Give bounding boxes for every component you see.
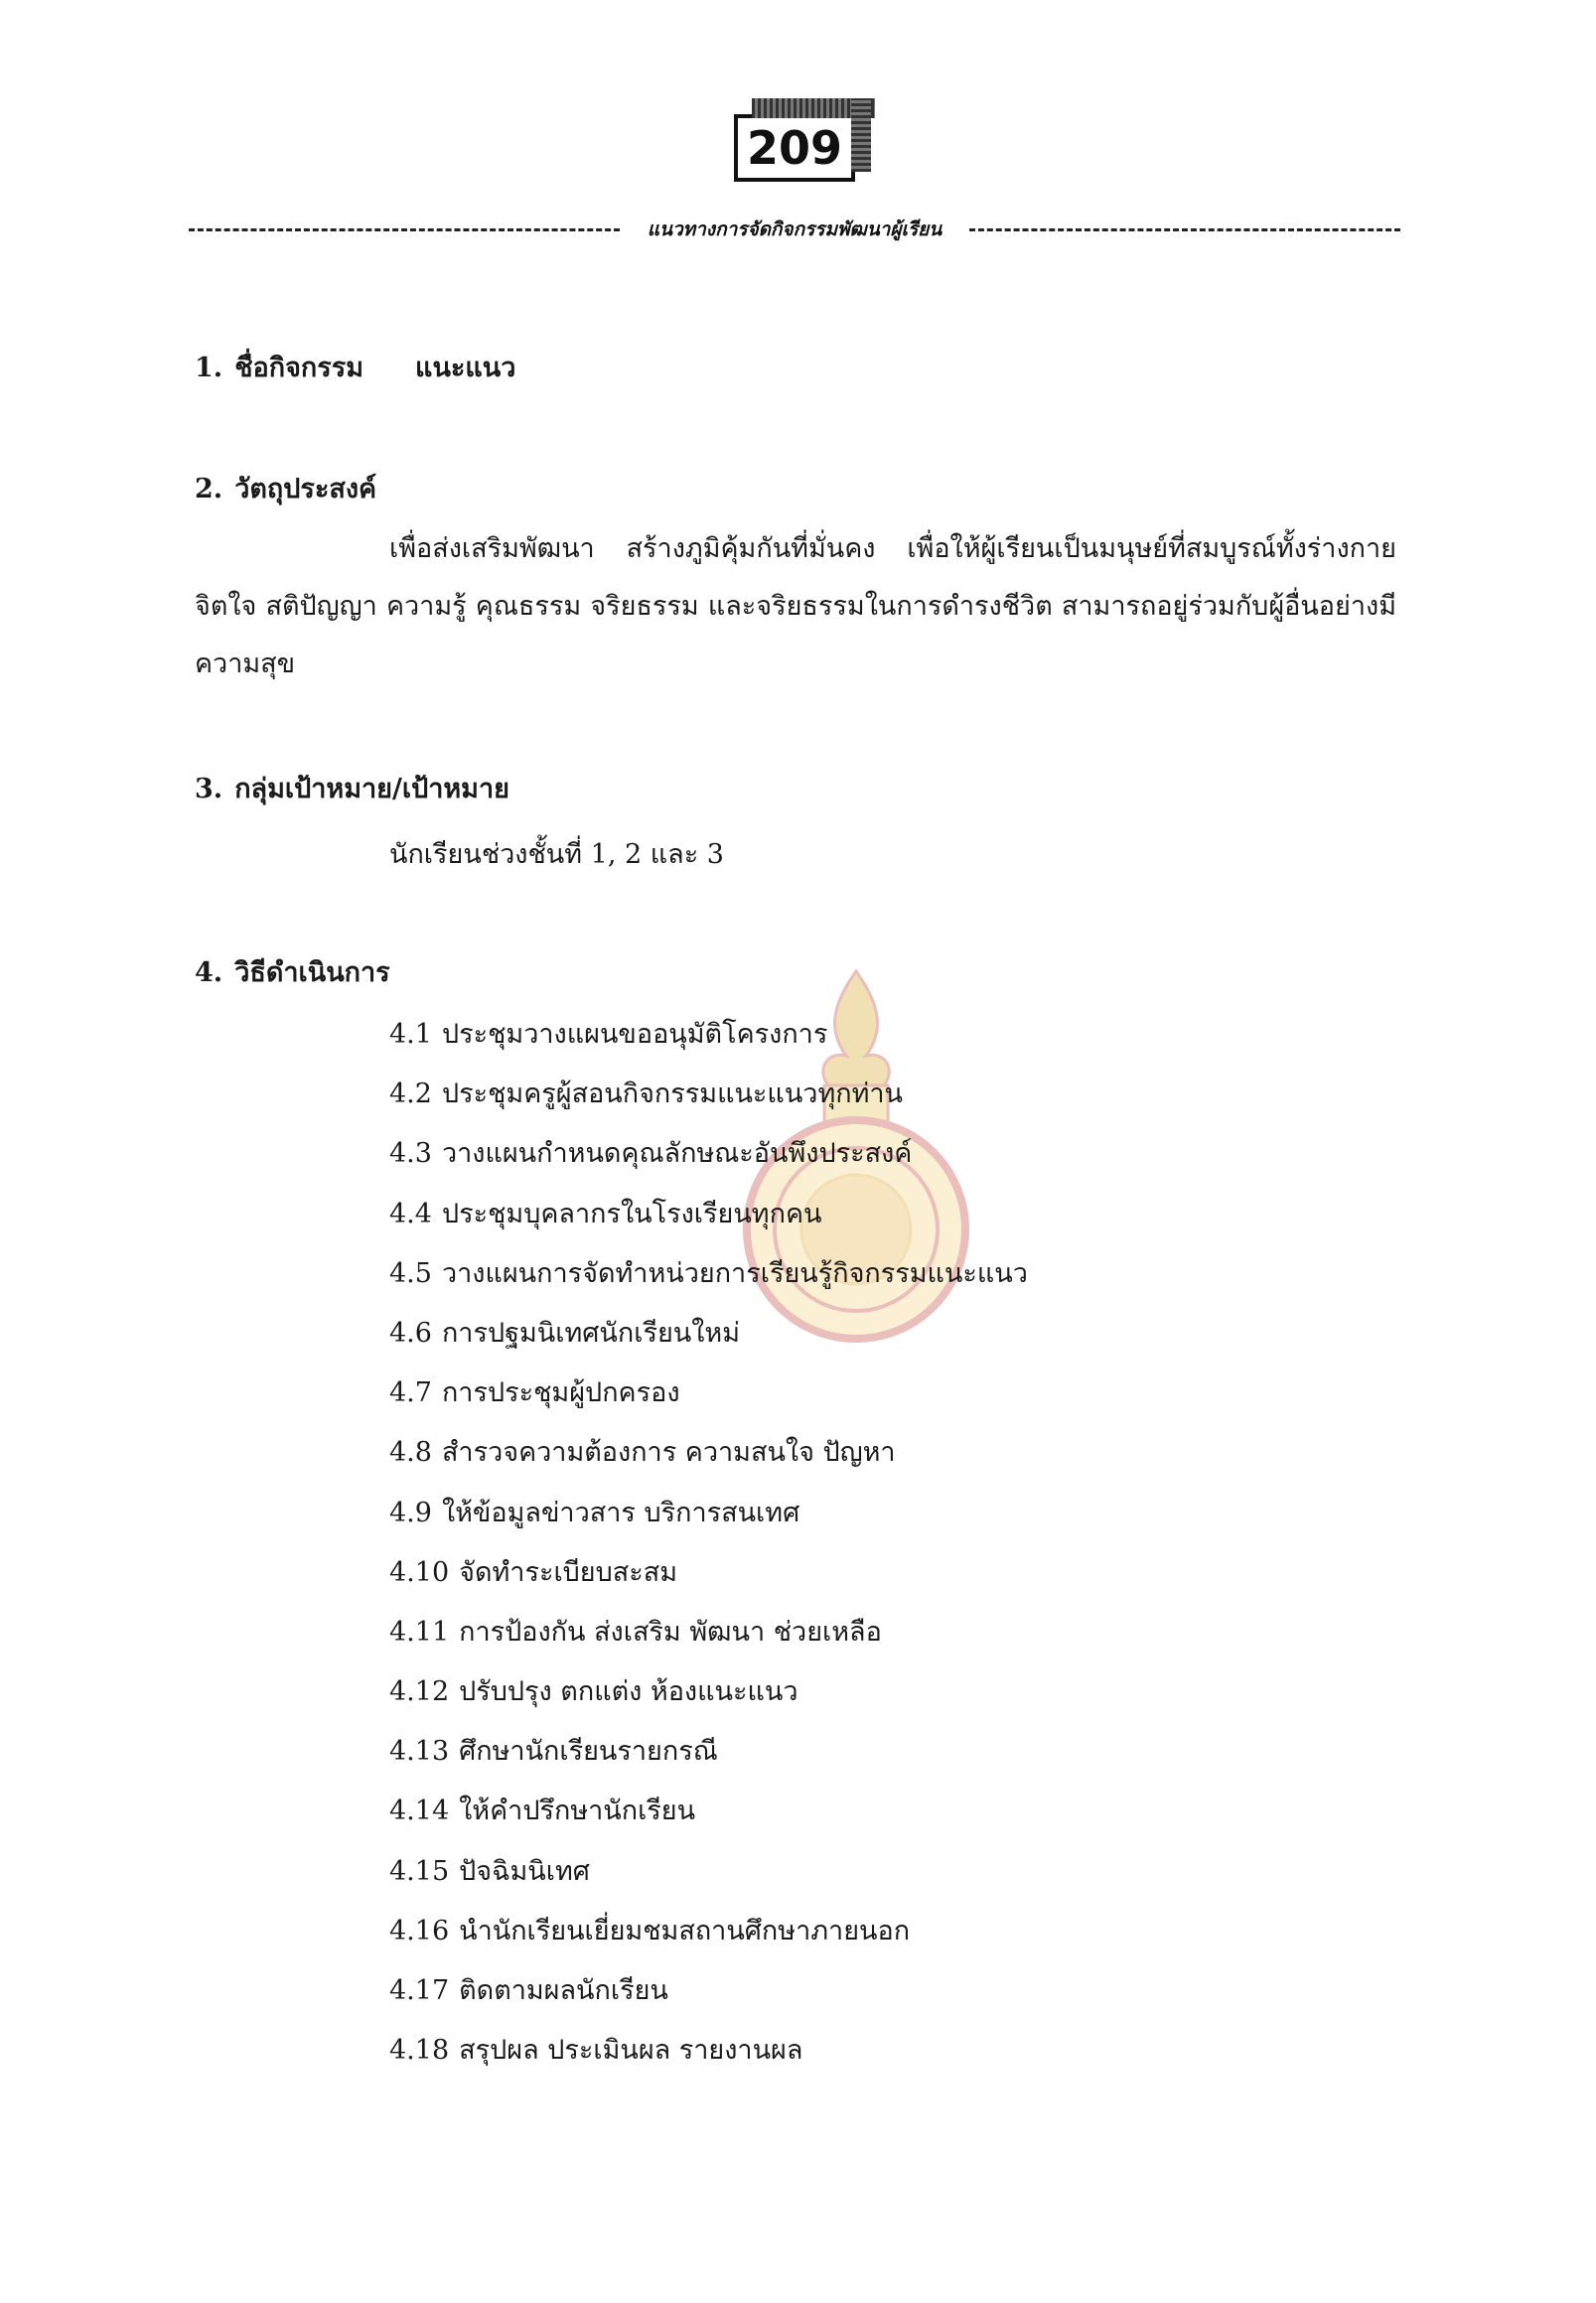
step-item: 4.3 วางแผนกำหนดคุณลักษณะอันพึงประสงค์ (389, 1138, 913, 1170)
step-item: 4.15 ปัจฉิมนิเทศ (389, 1855, 590, 1887)
section2-paragraph: เพื่อส่งเสริมพัฒนา สร้างภูมิคุ้มกันที่มั่นคง เพื่อให้ผู้เรียนเป็นมนุษย์ที่สมบูรณ์ทั้งร่างกาย จิตใจ สติปัญญา ความรู้ คุณธรรม จริยธรรม และจริยธรรมในการดำรงชีวิต สามารถอยู่ร่วมกับผู้อื่นอย่างมีความสุข (195, 533, 1396, 679)
step-item: 4.9 ให้ข้อมูลข่าวสาร บริการสนเทศ (389, 1497, 800, 1528)
step-item: 4.14 ให้คำปรึกษานักเรียน (389, 1796, 696, 1827)
section3-title: กลุ่มเป้าหมาย/เป้าหมาย (234, 774, 509, 804)
step-item: 4.17 ติดตามผลนักเรียน (389, 1975, 668, 2006)
section4-title: วิธีดำเนินการ (234, 957, 390, 988)
page-number-text: 209 (746, 121, 843, 175)
step-item: 4.6 การปฐมนิเทศนักเรียนใหม่ (389, 1317, 741, 1349)
header-dash-left (189, 228, 620, 231)
section3-text: นักเรียนช่วงชั้นที่ 1, 2 และ 3 (389, 839, 724, 870)
section4-number: 4. (195, 957, 223, 988)
step-item: 4.16 นำนักเรียนเยี่ยมชมสถานศึกษาภายนอก (389, 1915, 911, 1946)
section2-heading (195, 467, 376, 509)
section2-number: 2. (195, 474, 223, 504)
step-item: 4.10 จัดทำระเบียบสะสม (389, 1556, 678, 1588)
header-dash-right (969, 228, 1400, 231)
running-header (189, 215, 1400, 244)
section1-title: ชื่อกิจกรรม (234, 353, 364, 383)
header-title: แนวทางการจัดกิจกรรมพัฒนาผู้เรียน (647, 218, 943, 240)
step-item: 4.2 ประชุมครูผู้สอนกิจกรรมแนะแนวทุกท่าน (389, 1079, 904, 1110)
step-item: 4.12 ปรับปรุง ตกแต่ง ห้องแนะแนว (389, 1676, 798, 1708)
section1-number: 1. (195, 353, 223, 383)
step-item: 4.8 สำรวจความต้องการ ความสนใจ ปัญหา (389, 1437, 896, 1469)
step-item: 4.7 การประชุมผู้ปกครอง (389, 1377, 680, 1409)
step-item: 4.18 สรุปผล ประเมินผล รายงานผล (389, 2035, 803, 2067)
section4-heading (195, 950, 390, 993)
step-item: 4.13 ศึกษานักเรียนรายกรณี (389, 1736, 718, 1768)
procedure-steps-list (389, 1005, 1028, 2081)
step-item: 4.1 ประชุมวางแผนขออนุมัติโครงการ (389, 1019, 828, 1050)
section1-value: แนะแนว (415, 353, 516, 383)
step-item: 4.5 วางแผนการจัดทำหน่วยการเรียนรู้กิจกรรมแนะแนว (389, 1257, 1028, 1289)
section3-number: 3. (195, 774, 223, 804)
section1-heading (195, 346, 515, 388)
section3-heading (195, 767, 509, 809)
section2-title: วัตถุประสงค์ (234, 474, 377, 504)
page-number (734, 114, 855, 182)
step-item: 4.4 ประชุมบุคลากรในโรงเรียนทุกคน (389, 1198, 822, 1229)
step-item: 4.11 การป้องกัน ส่งเสริม พัฒนา ช่วยเหลือ (389, 1616, 882, 1648)
